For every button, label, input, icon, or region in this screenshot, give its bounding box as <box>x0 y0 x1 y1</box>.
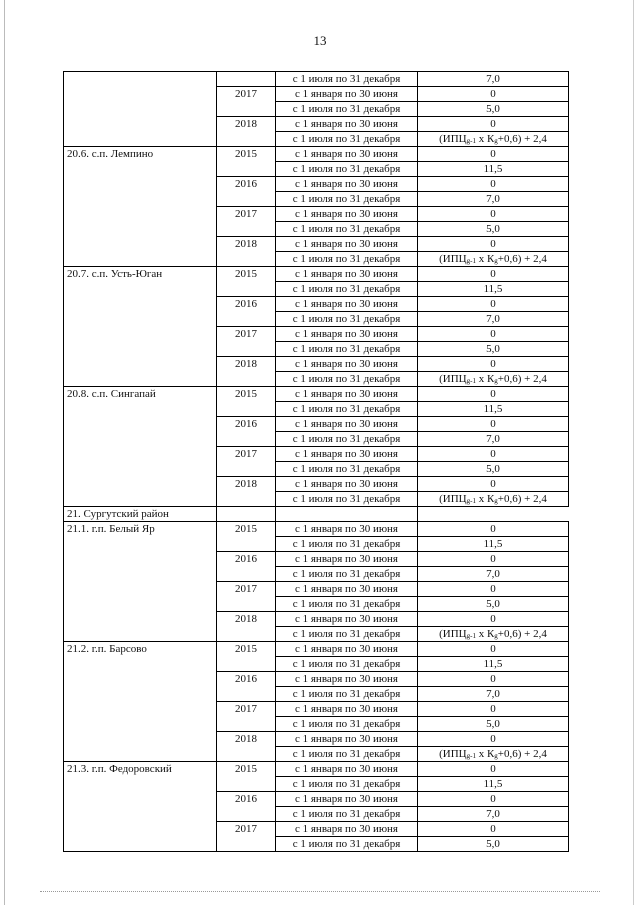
formula-subscript: g-1 <box>466 752 476 760</box>
value-cell: 0 <box>418 297 569 312</box>
period-cell: с 1 июля по 31 декабря <box>276 657 418 672</box>
value-cell: 0 <box>418 477 569 492</box>
formula-cell <box>418 252 569 267</box>
period-cell: с 1 июля по 31 декабря <box>276 687 418 702</box>
value-cell: 5,0 <box>418 222 569 237</box>
value-cell: 11,5 <box>418 777 569 792</box>
formula-text: +0,6) + 2,4 <box>497 493 547 505</box>
formula-text: x К <box>475 373 495 385</box>
table-row <box>64 267 569 282</box>
formula-subscript: g-1 <box>466 137 476 145</box>
period-cell: с 1 января по 30 июня <box>276 207 418 222</box>
formula-subscript: g-1 <box>466 497 476 505</box>
period-cell: с 1 января по 30 июня <box>276 822 418 837</box>
formula-subscript: g-1 <box>466 632 476 640</box>
year-cell: 2015 <box>217 522 276 552</box>
formula-text: +0,6) + 2,4 <box>497 748 547 760</box>
year-cell: 2018 <box>217 117 276 147</box>
settlement-cell: 20.6. с.п. Лемпино <box>64 147 217 267</box>
year-cell: 2015 <box>217 387 276 417</box>
period-cell: с 1 января по 30 июня <box>276 147 418 162</box>
period-cell: с 1 января по 30 июня <box>276 522 418 537</box>
value-cell: 0 <box>418 117 569 132</box>
formula-cell <box>418 372 569 387</box>
value-cell: 0 <box>418 177 569 192</box>
period-cell: с 1 января по 30 июня <box>276 612 418 627</box>
formula-text: (ИПЦ <box>439 253 467 265</box>
page-bottom-rule <box>40 891 600 893</box>
page-number: 13 <box>313 33 327 48</box>
formula-text: (ИПЦ <box>439 493 467 505</box>
formula-cell <box>418 627 569 642</box>
formula-subscript: g <box>494 632 498 640</box>
period-cell: с 1 января по 30 июня <box>276 267 418 282</box>
period-cell: с 1 января по 30 июня <box>276 237 418 252</box>
period-cell: с 1 января по 30 июня <box>276 327 418 342</box>
value-cell: 5,0 <box>418 462 569 477</box>
value-cell: 0 <box>418 207 569 222</box>
period-cell: с 1 июля по 31 декабря <box>276 537 418 552</box>
period-cell: с 1 января по 30 июня <box>276 387 418 402</box>
period-cell: с 1 января по 30 июня <box>276 642 418 657</box>
period-cell: с 1 июля по 31 декабря <box>276 162 418 177</box>
formula-text: +0,6) + 2,4 <box>497 253 547 265</box>
table-row <box>64 72 569 87</box>
formula-text: (ИПЦ <box>439 133 467 145</box>
year-cell: 2016 <box>217 297 276 327</box>
period-cell: с 1 января по 30 июня <box>276 297 418 312</box>
period-cell: с 1 июля по 31 декабря <box>276 72 418 87</box>
period-cell: с 1 января по 30 июня <box>276 702 418 717</box>
period-cell: с 1 июля по 31 декабря <box>276 192 418 207</box>
period-cell: с 1 января по 30 июня <box>276 117 418 132</box>
period-cell: с 1 июля по 31 декабря <box>276 597 418 612</box>
formula-text: (ИПЦ <box>439 628 467 640</box>
formula-text: (ИПЦ <box>439 748 467 760</box>
period-cell: с 1 июля по 31 декабря <box>276 372 418 387</box>
settlement-cell: 20.8. с.п. Сингапай <box>64 387 217 507</box>
page-edge-left <box>4 0 5 905</box>
value-cell: 0 <box>418 672 569 687</box>
period-cell: с 1 января по 30 июня <box>276 792 418 807</box>
tariff-table <box>63 71 569 852</box>
page-edge-right <box>633 0 634 905</box>
value-cell: 0 <box>418 642 569 657</box>
year-cell: 2017 <box>217 822 276 852</box>
value-cell: 11,5 <box>418 402 569 417</box>
value-cell: 0 <box>418 387 569 402</box>
value-cell: 7,0 <box>418 567 569 582</box>
value-cell: 0 <box>418 417 569 432</box>
value-cell: 7,0 <box>418 192 569 207</box>
period-cell: с 1 января по 30 июня <box>276 87 418 102</box>
period-cell: с 1 июля по 31 декабря <box>276 252 418 267</box>
value-cell: 0 <box>418 87 569 102</box>
period-cell: с 1 января по 30 июня <box>276 447 418 462</box>
year-cell: 2015 <box>217 762 276 792</box>
period-cell: с 1 июля по 31 декабря <box>276 777 418 792</box>
period-cell: с 1 июля по 31 декабря <box>276 837 418 852</box>
formula-subscript: g <box>494 497 498 505</box>
formula-cell <box>418 132 569 147</box>
year-cell: 2018 <box>217 477 276 507</box>
settlement-cell: 21.2. г.п. Барсово <box>64 642 217 762</box>
formula-text: x К <box>475 493 495 505</box>
formula-subscript: g <box>494 377 498 385</box>
value-cell: 5,0 <box>418 342 569 357</box>
value-cell: 0 <box>418 732 569 747</box>
year-cell: 2016 <box>217 177 276 207</box>
year-cell: 2016 <box>217 672 276 702</box>
period-cell: с 1 июля по 31 декабря <box>276 492 418 507</box>
year-cell: 2017 <box>217 702 276 732</box>
formula-text: (ИПЦ <box>439 373 467 385</box>
table-row <box>64 522 569 537</box>
value-cell: 11,5 <box>418 282 569 297</box>
formula-text: +0,6) + 2,4 <box>497 373 547 385</box>
formula-text: +0,6) + 2,4 <box>497 628 547 640</box>
formula-cell <box>418 747 569 762</box>
formula-cell <box>418 492 569 507</box>
value-cell: 0 <box>418 447 569 462</box>
period-cell: с 1 июля по 31 декабря <box>276 222 418 237</box>
settlement-cell: 21.1. г.п. Белый Яр <box>64 522 217 642</box>
formula-subscript: g-1 <box>466 257 476 265</box>
settlement-cell: 21.3. г.п. Федоровский <box>64 762 217 852</box>
year-cell: 2016 <box>217 417 276 447</box>
year-cell: 2015 <box>217 147 276 177</box>
period-cell: с 1 января по 30 июня <box>276 357 418 372</box>
period-cell: с 1 июля по 31 декабря <box>276 627 418 642</box>
period-cell: с 1 июля по 31 декабря <box>276 342 418 357</box>
value-cell: 5,0 <box>418 717 569 732</box>
year-cell: 2017 <box>217 327 276 357</box>
formula-text: x К <box>475 133 495 145</box>
value-cell: 0 <box>418 762 569 777</box>
value-cell: 0 <box>418 522 569 537</box>
value-cell: 0 <box>418 327 569 342</box>
year-cell: 2018 <box>217 732 276 762</box>
year-cell: 2018 <box>217 237 276 267</box>
formula-subscript: g-1 <box>466 377 476 385</box>
tariff-table-body <box>64 72 569 852</box>
year-cell: 2017 <box>217 447 276 477</box>
value-cell: 11,5 <box>418 537 569 552</box>
year-cell <box>217 72 276 87</box>
value-cell: 0 <box>418 147 569 162</box>
value-cell: 0 <box>418 237 569 252</box>
table-row <box>64 762 569 777</box>
settlement-cell: 21. Сургутский район <box>64 507 217 522</box>
settlement-cell <box>64 72 217 147</box>
period-cell: с 1 января по 30 июня <box>276 552 418 567</box>
formula-text: x К <box>475 628 495 640</box>
value-cell: 0 <box>418 822 569 837</box>
value-cell: 5,0 <box>418 597 569 612</box>
value-cell: 11,5 <box>418 162 569 177</box>
year-cell: 2015 <box>217 267 276 297</box>
table-row <box>64 147 569 162</box>
formula-text: x К <box>475 253 495 265</box>
year-cell: 2018 <box>217 612 276 642</box>
period-cell: с 1 июля по 31 декабря <box>276 432 418 447</box>
value-cell: 0 <box>418 612 569 627</box>
value-cell: 7,0 <box>418 687 569 702</box>
period-cell: с 1 января по 30 июня <box>276 762 418 777</box>
year-cell: 2017 <box>217 87 276 117</box>
value-cell: 11,5 <box>418 657 569 672</box>
value-cell: 0 <box>418 702 569 717</box>
table-row <box>64 507 569 522</box>
period-cell: с 1 января по 30 июня <box>276 582 418 597</box>
period-cell: с 1 июля по 31 декабря <box>276 807 418 822</box>
period-cell: с 1 июля по 31 декабря <box>276 462 418 477</box>
year-cell: 2017 <box>217 207 276 237</box>
formula-text: +0,6) + 2,4 <box>497 133 547 145</box>
value-cell <box>276 507 418 522</box>
value-cell: 7,0 <box>418 432 569 447</box>
formula-text: x К <box>475 748 495 760</box>
year-cell: 2017 <box>217 582 276 612</box>
year-cell: 2018 <box>217 357 276 387</box>
value-cell: 7,0 <box>418 72 569 87</box>
formula-subscript: g <box>494 257 498 265</box>
period-cell: с 1 июля по 31 декабря <box>276 747 418 762</box>
formula-subscript: g <box>494 752 498 760</box>
value-cell: 0 <box>418 357 569 372</box>
value-cell: 7,0 <box>418 312 569 327</box>
table-row <box>64 387 569 402</box>
value-cell: 7,0 <box>418 807 569 822</box>
period-cell: с 1 июля по 31 декабря <box>276 132 418 147</box>
value-cell: 5,0 <box>418 837 569 852</box>
period-cell: с 1 января по 30 июня <box>276 477 418 492</box>
period-cell <box>217 507 276 522</box>
period-cell: с 1 января по 30 июня <box>276 177 418 192</box>
table-row <box>64 642 569 657</box>
formula-subscript: g <box>494 137 498 145</box>
year-cell: 2016 <box>217 552 276 582</box>
value-cell: 0 <box>418 792 569 807</box>
settlement-cell: 20.7. с.п. Усть-Юган <box>64 267 217 387</box>
period-cell: с 1 июля по 31 декабря <box>276 312 418 327</box>
value-cell: 0 <box>418 267 569 282</box>
period-cell: с 1 июля по 31 декабря <box>276 567 418 582</box>
period-cell: с 1 июля по 31 декабря <box>276 402 418 417</box>
value-cell: 0 <box>418 582 569 597</box>
period-cell: с 1 января по 30 июня <box>276 672 418 687</box>
year-cell: 2016 <box>217 792 276 822</box>
period-cell: с 1 января по 30 июня <box>276 417 418 432</box>
value-cell: 5,0 <box>418 102 569 117</box>
year-cell: 2015 <box>217 642 276 672</box>
value-cell: 0 <box>418 552 569 567</box>
period-cell: с 1 июля по 31 декабря <box>276 717 418 732</box>
period-cell: с 1 января по 30 июня <box>276 732 418 747</box>
period-cell: с 1 июля по 31 декабря <box>276 282 418 297</box>
period-cell: с 1 июля по 31 декабря <box>276 102 418 117</box>
